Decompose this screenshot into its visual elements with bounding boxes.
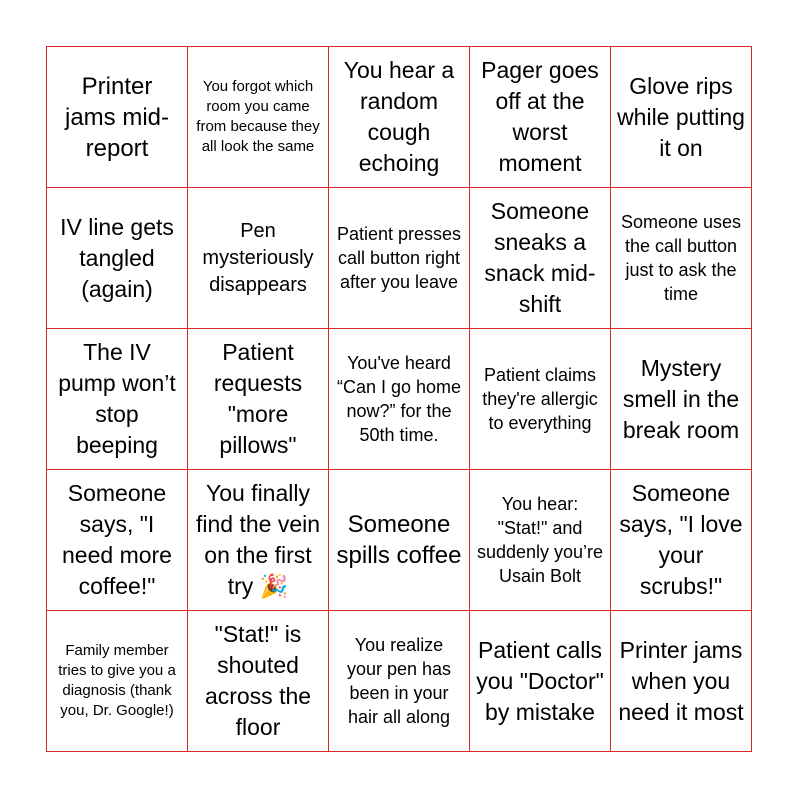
bingo-cell-text: Someone sneaks a snack mid-shift xyxy=(484,198,596,317)
bingo-cell-r4-c2[interactable] xyxy=(188,470,329,611)
bingo-cell-text: You finally find the vein on the first try 🎉 xyxy=(195,480,321,599)
bingo-cell-text: You hear: "Stat!" and suddenly you’re Usain Bolt xyxy=(476,494,604,586)
bingo-cell-text: Family member tries to give you a diagnosis (thank you, Dr. Google!) xyxy=(58,642,176,719)
bingo-cell-r3-c1[interactable] xyxy=(47,329,188,470)
bingo-cell-text: Patient presses call button right after you leave xyxy=(336,224,462,292)
bingo-cell-r4-c3[interactable] xyxy=(329,470,470,611)
bingo-cell-r1-c5[interactable] xyxy=(611,47,752,188)
bingo-cell-text: Patient calls you "Doctor" by mistake xyxy=(476,636,604,725)
bingo-cell-r2-c2[interactable] xyxy=(188,188,329,329)
bingo-cell-text: "Stat!" is shouted across the floor xyxy=(204,621,312,740)
bingo-cell-text: Someone uses the call button just to ask the time xyxy=(620,212,742,304)
bingo-cell-r3-c3[interactable] xyxy=(329,329,470,470)
bingo-cell-r3-c5[interactable] xyxy=(611,329,752,470)
bingo-cell-text: Patient requests "more pillows" xyxy=(213,339,303,458)
bingo-cell-r3-c2[interactable] xyxy=(188,329,329,470)
bingo-cell-text: Pen mysteriously disappears xyxy=(202,219,314,296)
bingo-cell-r4-c4[interactable] xyxy=(470,470,611,611)
bingo-cell-text: You forgot which room you came from because they all look the same xyxy=(196,78,320,155)
bingo-cell-r5-c3[interactable] xyxy=(329,611,470,752)
bingo-cell-text: You realize your pen has been in your hair all along xyxy=(346,635,452,727)
bingo-cell-r5-c1[interactable] xyxy=(47,611,188,752)
bingo-cell-r4-c5[interactable] xyxy=(611,470,752,611)
bingo-cell-text: IV line gets tangled (again) xyxy=(60,213,174,302)
bingo-cell-r5-c2[interactable] xyxy=(188,611,329,752)
bingo-cell-r4-c1[interactable] xyxy=(47,470,188,611)
bingo-board xyxy=(46,46,752,752)
bingo-cell-r2-c5[interactable] xyxy=(611,188,752,329)
bingo-cell-r2-c1[interactable] xyxy=(47,188,188,329)
bingo-cell-text: Someone says, "I love your scrubs!" xyxy=(619,480,743,599)
bingo-cell-text: Patient claims they're allergic to everything xyxy=(482,365,598,433)
bingo-cell-r2-c3[interactable] xyxy=(329,188,470,329)
bingo-cell-text: Printer jams when you need it most xyxy=(618,636,744,725)
bingo-cell-r1-c4[interactable] xyxy=(470,47,611,188)
bingo-cell-text: Someone spills coffee xyxy=(336,511,462,569)
bingo-cell-r1-c2[interactable] xyxy=(188,47,329,188)
bingo-cell-r3-c4[interactable] xyxy=(470,329,611,470)
bingo-cell-text: Mystery smell in the break room xyxy=(622,354,740,443)
bingo-cell-r5-c4[interactable] xyxy=(470,611,611,752)
bingo-cell-r5-c5[interactable] xyxy=(611,611,752,752)
bingo-cell-text: Glove rips while putting it on xyxy=(617,72,745,161)
bingo-cell-r1-c1[interactable] xyxy=(47,47,188,188)
bingo-cell-r2-c4[interactable] xyxy=(470,188,611,329)
bingo-cell-text: You've heard “Can I go home now?” for the 50th time. xyxy=(336,353,462,445)
bingo-cell-text: Printer jams mid-report xyxy=(64,72,169,162)
bingo-cell-text: Pager goes off at the worst moment xyxy=(481,57,599,176)
bingo-cell-text: Someone says, "I need more coffee!" xyxy=(62,480,172,599)
bingo-cell-text: The IV pump won’t stop beeping xyxy=(58,339,176,458)
bingo-cell-r1-c3[interactable] xyxy=(329,47,470,188)
bingo-cell-text: You hear a random cough echoing xyxy=(343,57,455,176)
